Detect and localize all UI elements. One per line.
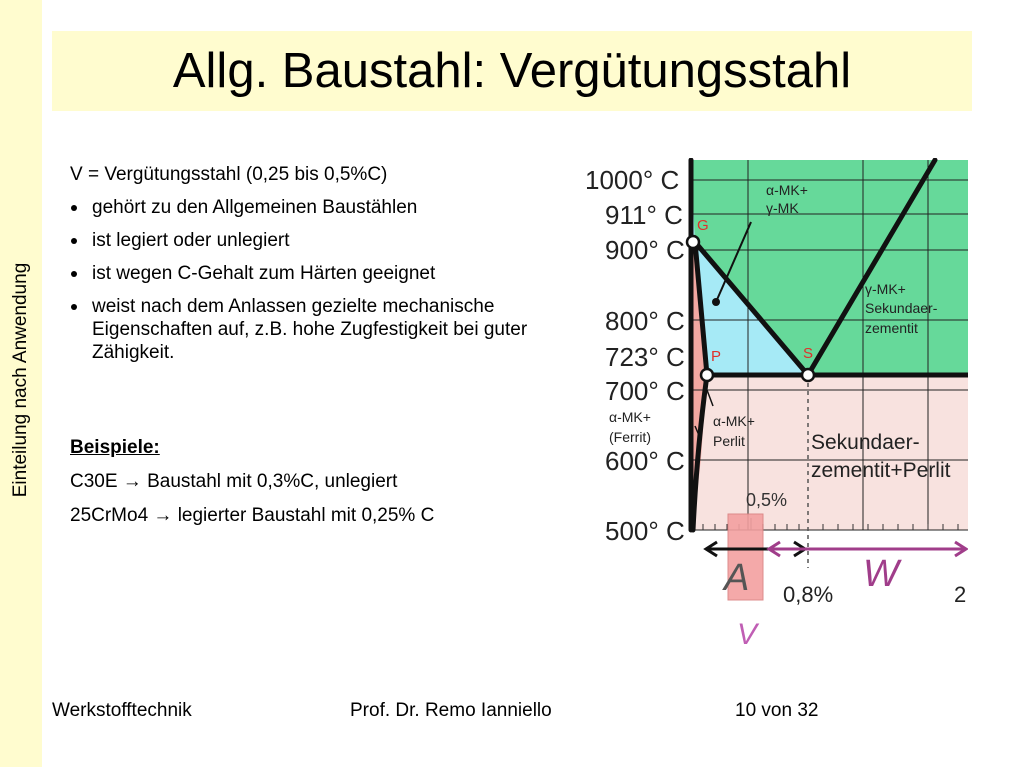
marker-label-05: 0,5% — [746, 490, 788, 510]
bullet-icon — [71, 304, 77, 310]
region-label-gamma-sek: Sekundaer- — [865, 300, 938, 316]
examples-block — [70, 436, 434, 538]
intro-line: V = Vergütungsstahl (0,25 bis 0,5%C) — [70, 164, 388, 185]
region-label-alpha-perlit: α-MK+ — [713, 413, 755, 429]
region-label-alpha-gamma: γ-MK — [766, 200, 799, 216]
temp-label: 723° C — [605, 342, 685, 372]
point-g-label: G — [697, 217, 709, 234]
x-label-edge: 2 — [954, 582, 967, 607]
region-label-gamma-sek: γ-MK+ — [865, 281, 906, 297]
bullet-icon — [71, 205, 77, 211]
temp-label: 600° C — [605, 446, 685, 476]
example-item: C30E → Baustahl mit 0,3%C, unlegiert — [70, 471, 398, 492]
footer-course: Werkstofftechnik — [52, 700, 192, 721]
side-label: Einteilung nach Anwendung — [10, 262, 31, 498]
point-p-marker — [701, 369, 713, 381]
bullet-item — [70, 196, 550, 219]
content-text — [70, 163, 550, 374]
bullet-text: weist nach dem Anlassen gezielte mechanische Eigenschaften auf, z.B. hohe Zugfestigkeit bei guter Zähigkeit. — [92, 296, 528, 363]
example-item: 25CrMo4 → legierter Baustahl mit 0,25% C — [70, 505, 435, 526]
region-label-alpha-ferrit: α-MK+ — [609, 409, 651, 425]
bullet-item — [70, 295, 550, 364]
temp-label: 800° C — [605, 306, 685, 336]
bullet-text: ist legiert oder unlegiert — [92, 230, 290, 251]
region-label-alpha-ferrit: (Ferrit) — [609, 429, 651, 445]
temp-label: 700° C — [605, 376, 685, 406]
bullet-icon — [71, 238, 77, 244]
iron-carbon-diagram — [583, 158, 968, 648]
bullet-text: gehört zu den Allgemeinen Baustählen — [92, 197, 418, 218]
slide-title: Allg. Baustahl: Vergütungsstahl — [172, 44, 852, 98]
title-bar — [52, 31, 972, 111]
footer-author: Prof. Dr. Remo Ianniello — [350, 700, 552, 721]
bullet-item — [70, 262, 550, 285]
range-label-a: A — [724, 557, 750, 599]
region-label-gamma-sek: zementit — [865, 320, 918, 336]
point-p-label: P — [711, 348, 722, 365]
temp-label: 911° C — [605, 200, 683, 230]
point-s-marker — [802, 369, 814, 381]
region-label-alpha-perlit: Perlit — [713, 433, 745, 449]
region-dot — [712, 298, 720, 306]
region-label-sek-perlit: zementit+Perlit — [811, 459, 951, 482]
temp-label: 1000° C — [585, 165, 680, 195]
region-label-sek-perlit: Sekundaer- — [811, 431, 920, 454]
examples-heading: Beispiele: — [70, 437, 160, 458]
bullet-item — [70, 229, 550, 252]
range-label-w: W — [863, 553, 899, 595]
region-label-alpha-gamma: α-MK+ — [766, 182, 808, 198]
footer-page: 10 von 32 — [735, 700, 819, 721]
range-label-v: V — [737, 618, 758, 648]
temp-label: 900° C — [605, 235, 685, 265]
bullet-list — [70, 196, 550, 364]
temp-label: 500° C — [605, 516, 685, 546]
point-g-marker — [687, 236, 699, 248]
point-s-label: S — [803, 345, 814, 362]
bullet-icon — [71, 271, 77, 277]
bullet-text: ist wegen C-Gehalt zum Härten geeignet — [92, 263, 436, 284]
x-label-08: 0,8% — [783, 582, 834, 607]
